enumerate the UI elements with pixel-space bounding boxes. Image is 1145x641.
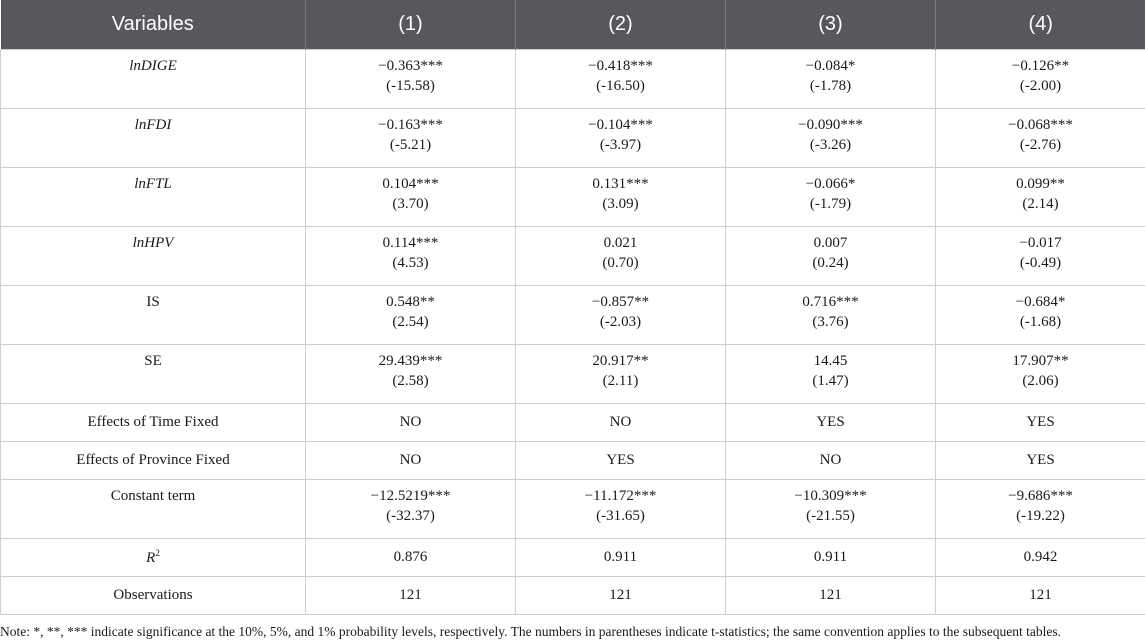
table-cell: 0.942: [936, 538, 1145, 576]
table-cell: NO: [726, 441, 936, 479]
variable-name: lnFDI: [1, 108, 306, 167]
table-cell: −0.363*** (-15.58): [306, 49, 516, 108]
table-row: [1, 576, 1145, 614]
table-cell: 0.099** (2.14): [936, 167, 1145, 226]
table-cell: 0.911: [516, 538, 726, 576]
table-cell: YES: [936, 441, 1145, 479]
variable-name: IS: [1, 285, 306, 344]
table-row: [1, 479, 1145, 538]
table-cell: 0.114*** (4.53): [306, 226, 516, 285]
table-cell: 0.021 (0.70): [516, 226, 726, 285]
table-cell: 20.917** (2.11): [516, 344, 726, 403]
header-row: [1, 0, 1145, 49]
table-row: [1, 226, 1145, 285]
table-cell: −0.084* (-1.78): [726, 49, 936, 108]
variable-name: Effects of Province Fixed: [1, 441, 306, 479]
table-cell: −0.090*** (-3.26): [726, 108, 936, 167]
variable-name: lnDIGE: [1, 49, 306, 108]
table-cell: −10.309*** (-21.55): [726, 479, 936, 538]
table-cell: −0.418*** (-16.50): [516, 49, 726, 108]
table-cell: −0.066* (-1.79): [726, 167, 936, 226]
table-cell: 0.007 (0.24): [726, 226, 936, 285]
variable-name: lnHPV: [1, 226, 306, 285]
table-row: [1, 285, 1145, 344]
table-cell: YES: [516, 441, 726, 479]
table-cell: −0.857** (-2.03): [516, 285, 726, 344]
table-row: [1, 49, 1145, 108]
table-row: [1, 538, 1145, 576]
table-cell: −0.017 (-0.49): [936, 226, 1145, 285]
r2-superscript: 2: [155, 547, 160, 558]
table-cell: −0.684* (-1.68): [936, 285, 1145, 344]
table-cell: NO: [306, 441, 516, 479]
table-cell: NO: [306, 403, 516, 441]
header-variables: Variables: [111, 12, 194, 35]
table-cell: NO: [516, 403, 726, 441]
table-cell: YES: [726, 403, 936, 441]
table-cell: 0.548** (2.54): [306, 285, 516, 344]
table-cell: −0.068*** (-2.76): [936, 108, 1145, 167]
table-row: [1, 441, 1145, 479]
table-cell: −9.686*** (-19.22): [936, 479, 1145, 538]
table-note: Note: *, **, *** indicate significance at the 10%, 5%, and 1% probability levels, respectively. The numbers in parentheses indicate t-statistics; the same convention applies to the subsequent tables.: [0, 624, 1061, 639]
table-cell: 121: [936, 576, 1145, 614]
table-cell: −11.172*** (-31.65): [516, 479, 726, 538]
header-col-2: (2): [516, 0, 726, 49]
table-row: [1, 344, 1145, 403]
table-row: [1, 108, 1145, 167]
table-row: [1, 403, 1145, 441]
table-cell: 121: [516, 576, 726, 614]
table-cell: −12.5219*** (-32.37): [306, 479, 516, 538]
variable-name: lnFTL: [1, 167, 306, 226]
table-cell: −0.126** (-2.00): [936, 49, 1145, 108]
table-cell: 121: [306, 576, 516, 614]
table-cell: 0.104*** (3.70): [306, 167, 516, 226]
table-cell: YES: [936, 403, 1145, 441]
header-col-1: (1): [306, 0, 516, 49]
table-cell: 0.716*** (3.76): [726, 285, 936, 344]
variable-name: Effects of Time Fixed: [1, 403, 306, 441]
table-cell: 0.876: [306, 538, 516, 576]
table-cell: 29.439*** (2.58): [306, 344, 516, 403]
table-cell: 0.131*** (3.09): [516, 167, 726, 226]
header-col-4: (4): [936, 0, 1145, 49]
table-cell: 121: [726, 576, 936, 614]
table-cell: 0.911: [726, 538, 936, 576]
variable-name: $R^2$: [1, 538, 306, 576]
variable-name: Observations: [1, 576, 306, 614]
variable-name: SE: [1, 344, 306, 403]
table-cell: 17.907** (2.06): [936, 344, 1145, 403]
table-cell: −0.104*** (-3.97): [516, 108, 726, 167]
variable-name: Constant term: [1, 479, 306, 538]
table-cell: −0.163*** (-5.21): [306, 108, 516, 167]
header-col-3: (3): [726, 0, 936, 49]
table-row: [1, 167, 1145, 226]
table-cell: 14.45 (1.47): [726, 344, 936, 403]
